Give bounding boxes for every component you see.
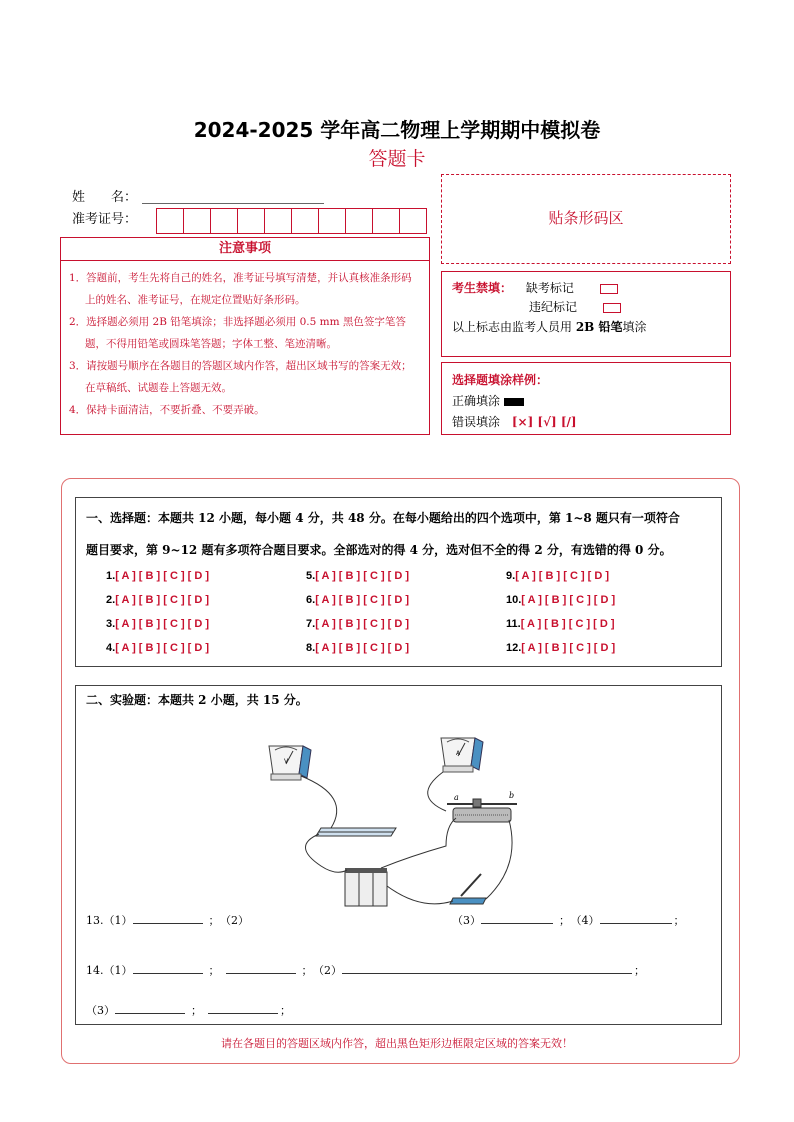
- q14-answer-3a[interactable]: [115, 1003, 185, 1014]
- violation-mark-box[interactable]: [603, 303, 621, 313]
- question-number: 8.: [306, 642, 316, 654]
- choice-question: [506, 570, 609, 582]
- notice-item: 1．答题前，考生先将自己的姓名，准考证号填写清楚，并认真核准条形码上的姓名、准考证号，在规定位置贴好条形码。: [69, 272, 412, 306]
- name-field[interactable]: [142, 202, 324, 204]
- choice-section: [75, 497, 722, 667]
- point-b-label: b: [509, 791, 515, 800]
- choice-question: [106, 618, 209, 630]
- question-number: 9.: [506, 570, 516, 582]
- switch-icon: [450, 874, 486, 904]
- separator: ；: [208, 914, 220, 927]
- separator: ；: [208, 964, 220, 977]
- notice-heading: 注意事项: [61, 238, 429, 261]
- forbid-note-bold: 2B 铅笔: [575, 320, 623, 334]
- experiment-section-title: 二、实验题：本题共 2 小题，共 15 分。: [86, 693, 308, 707]
- id-digit-box[interactable]: [156, 208, 184, 234]
- choice-question: [306, 618, 409, 630]
- page-title: 2024-2025 学年高二物理上学期期中模拟卷: [193, 118, 601, 142]
- id-digit-box[interactable]: [264, 208, 292, 234]
- ammeter-label: A: [456, 750, 461, 757]
- question-number: 12.: [506, 642, 522, 654]
- id-digit-box[interactable]: [372, 208, 400, 234]
- q13-answer-4[interactable]: [600, 913, 672, 924]
- barcode-label: 贴条形码区: [548, 209, 624, 227]
- id-digit-box[interactable]: [318, 208, 346, 234]
- separator: ；: [634, 964, 645, 977]
- separator: ；: [301, 964, 313, 977]
- q13-part4-label: （4）: [576, 914, 600, 927]
- sample-label: 选择题填涂样例：: [452, 373, 549, 387]
- id-digit-box[interactable]: [291, 208, 319, 234]
- choice-question: [106, 570, 209, 582]
- question-number: 2.: [106, 594, 116, 606]
- answer-options[interactable]: [ A ] [ B ] [ C ] [ D ]: [115, 642, 210, 654]
- choice-question: [106, 642, 209, 654]
- id-digit-box[interactable]: [183, 208, 211, 234]
- separator: ；: [559, 914, 570, 927]
- q14-answer-1b[interactable]: [226, 963, 296, 974]
- voltmeter-icon: [269, 746, 311, 780]
- sample-box: [441, 362, 731, 435]
- q13-part3-label: （3）: [452, 914, 481, 927]
- q14-part2-label: （2）: [318, 964, 342, 977]
- absent-mark-label: 缺考标记: [525, 281, 574, 295]
- answer-options[interactable]: [ A ] [ B ] [ C ] [ D ]: [521, 642, 616, 654]
- answer-options[interactable]: [ A ] [ B ] [ C ] [ D ]: [515, 570, 610, 582]
- separator: ；: [280, 1004, 291, 1017]
- choice-question: [306, 594, 409, 606]
- correct-fill-sample: [504, 398, 524, 406]
- circuit-diagram: [241, 736, 541, 936]
- question-number: 1.: [106, 570, 116, 582]
- q14-answer-3b[interactable]: [208, 1003, 278, 1014]
- id-digit-box[interactable]: [237, 208, 265, 234]
- separator: ；: [673, 914, 685, 927]
- q13-part1-label: 13.（1）: [86, 914, 133, 927]
- notice-item: 4．保持卡面清洁，不要折叠、不要弄破。: [69, 404, 265, 416]
- page-subtitle: 答题卡: [368, 148, 426, 170]
- absent-mark-box[interactable]: [600, 284, 618, 294]
- rheostat-icon: [447, 791, 517, 822]
- q13-part2-label: （2）: [225, 914, 249, 927]
- q14-answer-2[interactable]: [342, 963, 632, 974]
- question-number: 5.: [306, 570, 316, 582]
- question-number: 3.: [106, 618, 116, 630]
- choice-question: [306, 642, 409, 654]
- footer-note: 请在各题目的答题区域内作答，超出黑色矩形边框限定区域的答案无效！: [221, 1037, 573, 1050]
- answer-options[interactable]: [ A ] [ B ] [ C ] [ D ]: [115, 570, 210, 582]
- notice-item: 2．选择题必须用 2B 铅笔填涂；非选择题必须用 0.5 mm 黑色签字笔答题，不得用铅笔或圆珠笔答题；字体工整、笔迹清晰。: [69, 316, 406, 350]
- forbid-label: 考生禁填：: [452, 281, 513, 295]
- choice-question: [506, 618, 615, 630]
- choice-question: [506, 642, 615, 654]
- id-number-boxes[interactable]: [156, 208, 426, 234]
- answer-options[interactable]: [ A ] [ B ] [ C ] [ D ]: [115, 618, 210, 630]
- question-number: 4.: [106, 642, 116, 654]
- answer-options[interactable]: [ A ] [ B ] [ C ] [ D ]: [521, 594, 616, 606]
- choice-question: [506, 594, 615, 606]
- point-a-label: a: [454, 793, 459, 802]
- choice-question: [306, 570, 409, 582]
- question-number: 7.: [306, 618, 316, 630]
- notice-item: 3．请按题号顺序在各题目的答题区域内作答，超出区域书写的答案无效；在草稿纸、试题卷上答题无效。: [69, 360, 412, 394]
- id-digit-box[interactable]: [210, 208, 238, 234]
- question-number: 11.: [506, 618, 521, 630]
- ammeter-icon: [441, 738, 483, 772]
- separator: ；: [191, 1004, 202, 1017]
- choice-section-title-1: 一、选择题：本题共 12 小题，每小题 4 分，共 48 分。在每小题给出的四个选项中，第 1~8 题只有一项符合: [86, 511, 680, 525]
- barcode-area: [441, 174, 731, 264]
- question-number: 10.: [506, 594, 522, 606]
- choice-question: [106, 594, 209, 606]
- answer-options[interactable]: [ A ] [ B ] [ C ] [ D ]: [115, 594, 210, 606]
- question-number: 6.: [306, 594, 316, 606]
- answer-options[interactable]: [ A ] [ B ] [ C ] [ D ]: [315, 594, 410, 606]
- q13-answer-3[interactable]: [481, 913, 553, 924]
- violation-mark-label: 违纪标记: [529, 300, 578, 314]
- name-label: 姓 名：: [72, 190, 138, 205]
- circuit-wires: [301, 772, 515, 904]
- choice-section-title-2: 题目要求，第 9~12 题有多项符合题目要求。全部选对的得 4 分，选对但不全的得 2 分，有选错的得 0 分。: [86, 543, 672, 557]
- id-digit-box[interactable]: [399, 208, 427, 234]
- forbid-note-pre: 以上标志由监考人员用: [452, 320, 576, 334]
- answer-options[interactable]: [ A ] [ B ] [ C ] [ D ]: [315, 570, 410, 582]
- id-label: 准考证号：: [72, 212, 138, 227]
- q14-answer-1a[interactable]: [133, 963, 203, 974]
- answer-options[interactable]: [ A ] [ B ] [ C ] [ D ]: [315, 618, 410, 630]
- correct-fill-label: 正确填涂: [452, 394, 501, 408]
- resistance-wire-icon: [316, 828, 396, 836]
- notice-box: [60, 237, 430, 435]
- wrong-fill-label: 错误填涂: [452, 415, 501, 429]
- forbid-box: [441, 271, 731, 357]
- id-digit-box[interactable]: [345, 208, 373, 234]
- q14-part1-label: 14.（1）: [86, 964, 133, 977]
- q13-answer-1[interactable]: [133, 913, 203, 924]
- forbid-note-post: 填涂: [622, 320, 647, 334]
- answer-options[interactable]: [ A ] [ B ] [ C ] [ D ]: [315, 642, 410, 654]
- voltmeter-label: V: [284, 758, 289, 765]
- battery-icon: [345, 868, 387, 906]
- experiment-section: [75, 685, 722, 1025]
- wrong-fill-samples: [×] [√] [/]: [511, 415, 577, 429]
- answer-options[interactable]: [ A ] [ B ] [ C ] [ D ]: [520, 618, 615, 630]
- q14-part3-label: （3）: [86, 1004, 115, 1017]
